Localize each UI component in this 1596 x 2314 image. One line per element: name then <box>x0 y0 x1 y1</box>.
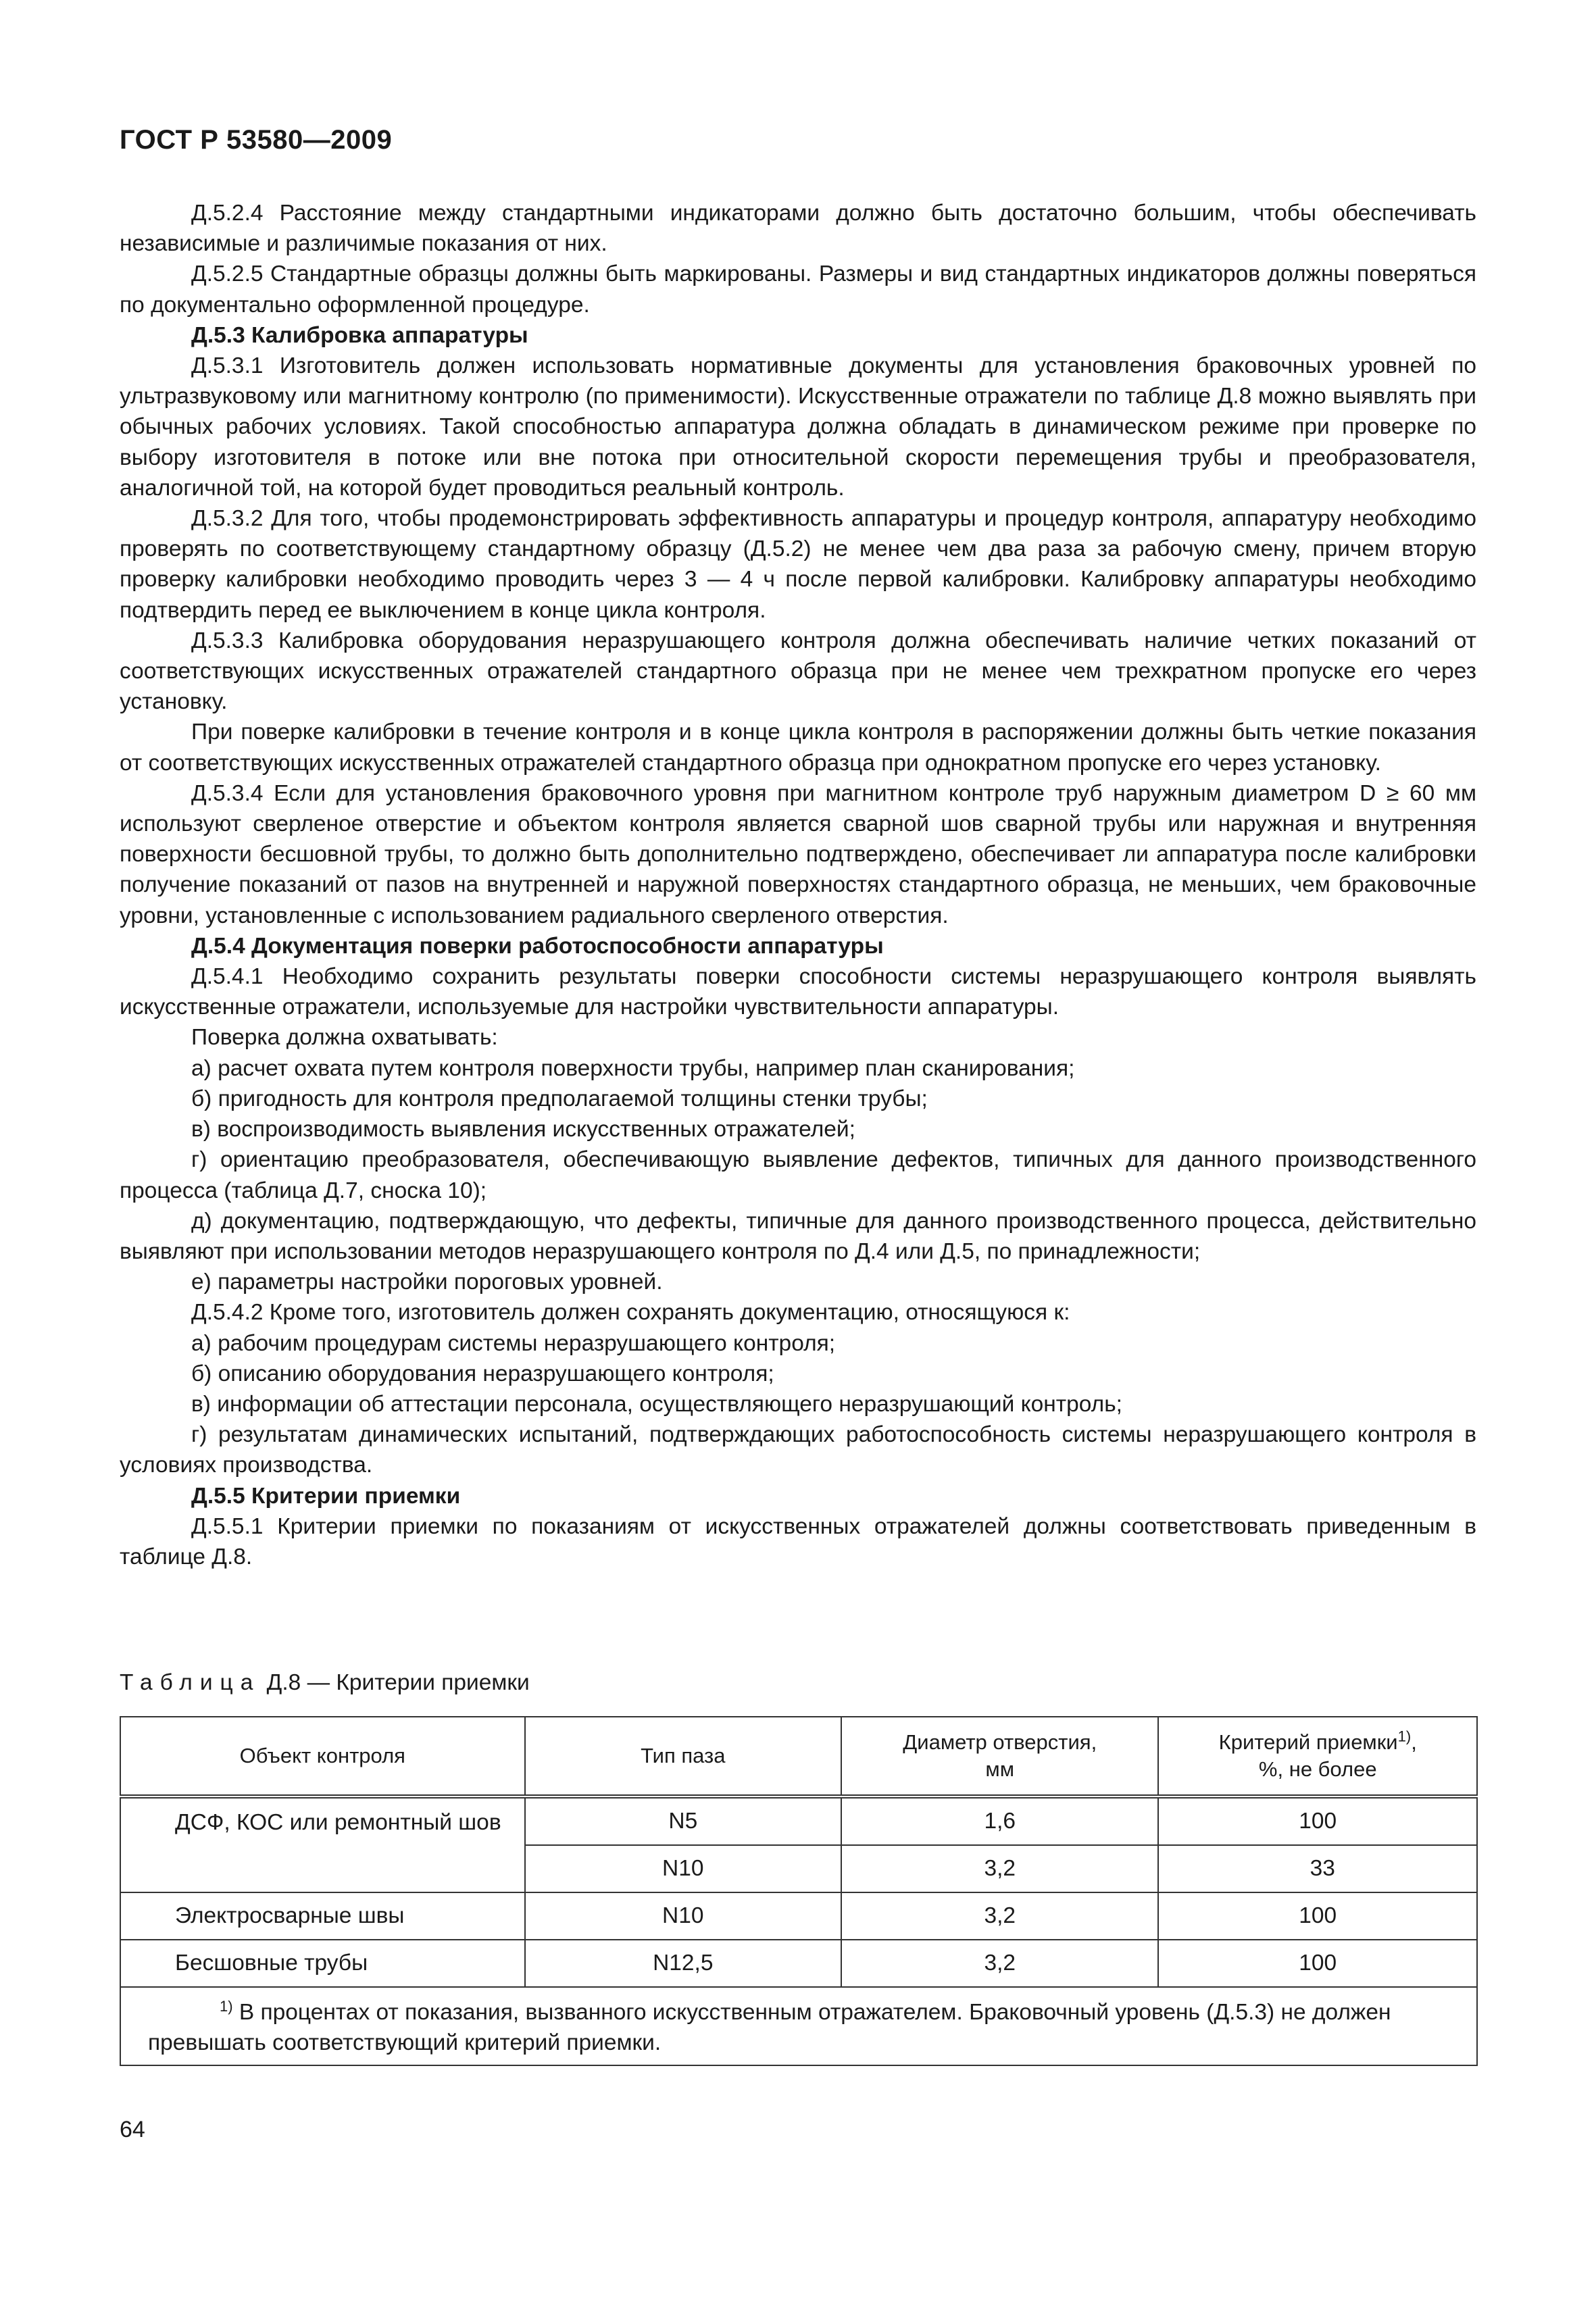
table-row <box>120 1940 1477 1987</box>
section-heading-d54: Д.5.4 Документация поверки работоспособности аппаратуры <box>191 933 884 959</box>
paragraph-d534: Д.5.3.4 Если для установления браковочного уровня при магнитном контроле труб наружным диаметром D ≥ 60 мм используют сверленое отверстие и объектом контроля является сварной шов сварной трубы или наружная и внутренняя поверхности бесшовной трубы, то должно быть дополнительно подтверждено, обеспечивает ли аппаратура после калибровки получение показаний от пазов на внутренней и наружной поверхностях стандартного образца, не меньших, чем браковочные уровни, установленные с использованием радиального сверленого отверстия. <box>120 780 1476 928</box>
table-row <box>120 1892 1477 1940</box>
paragraph-d541: Д.5.4.1 Необходимо сохранить результаты поверки способности системы неразрушающего контроля выявлять искусственные отражатели, используемые для настройки чувствительности аппаратуры. <box>120 964 1476 1020</box>
document-body <box>120 198 1476 1572</box>
footnote-text: В процентах от показания, вызванного искусственным отражателем. Браковочный уровень (Д.5.3) не должен превышать соответствующий критерий приемки. <box>148 2000 1391 2055</box>
cell-notch: N10 <box>525 1892 841 1940</box>
page-number: 64 <box>120 2117 145 2142</box>
table-caption-label: Таблица <box>120 1670 261 1695</box>
header-criterion-footnote-mark: 1) <box>1397 1728 1412 1745</box>
header-notch-type: Тип паза <box>525 1717 841 1796</box>
cell-diameter: 3,2 <box>841 1940 1159 1987</box>
cell-criterion: 33 <box>1158 1845 1477 1892</box>
cell-notch: N12,5 <box>525 1940 841 1987</box>
list-item: е) параметры настройки пороговых уровней. <box>191 1269 663 1295</box>
header-criterion-line2: %, не более <box>1258 1757 1377 1781</box>
paragraph-d542: Д.5.4.2 Кроме того, изготовитель должен сохранять документацию, относящуюся к: <box>191 1300 1070 1326</box>
header-criterion <box>1158 1717 1477 1796</box>
cell-criterion: 100 <box>1158 1940 1477 1987</box>
cell-diameter: 3,2 <box>841 1845 1159 1892</box>
list-item: б) описанию оборудования неразрушающего контроля; <box>191 1361 774 1386</box>
document-header: ГОСТ Р 53580—2009 <box>120 125 393 155</box>
cell-notch: N5 <box>525 1796 841 1845</box>
list-item: д) документацию, подтверждающую, что дефекты, типичные для данного производственного процесса, действительно выявляют при использовании методов неразрушающего контроля по Д.4 или Д.5, по принадлежности; <box>120 1208 1476 1264</box>
cell-notch: N10 <box>525 1845 841 1892</box>
paragraph-d532: Д.5.3.2 Для того, чтобы продемонстрировать эффективность аппаратуры и процедур контроля, аппаратуру необходимо проверять по соответствующему стандартному образцу (Д.5.2) не менее чем два раза за рабочую смену, причем вторую проверку калибровки необходимо проводить через 3 — 4 ч после первой калибровки. Калибровку аппаратуры необходимо подтвердить перед ее выключением в конце цикла контроля. <box>120 506 1476 623</box>
header-object: Объект контроля <box>120 1717 525 1796</box>
acceptance-criteria-table <box>120 1716 1478 2066</box>
table-footnote-row <box>120 1987 1477 2065</box>
header-criterion-comma: , <box>1411 1730 1417 1754</box>
cell-object: ДСФ, КОС или ремонтный шов <box>120 1796 525 1892</box>
table-caption <box>120 1667 530 1698</box>
header-diameter-line2: мм <box>985 1757 1015 1781</box>
table-footnote <box>120 1987 1477 2065</box>
table-caption-text: Д.8 — Критерии приемки <box>260 1670 530 1695</box>
list-item: а) расчет охвата путем контроля поверхности трубы, например план сканирования; <box>191 1055 1075 1081</box>
section-heading-d55: Д.5.5 Критерии приемки <box>191 1483 461 1509</box>
list-item: в) воспроизводимость выявления искусственных отражателей; <box>191 1117 855 1142</box>
header-diameter-line1: Диаметр отверстия, <box>903 1730 1097 1754</box>
table-header-row <box>120 1717 1477 1796</box>
cell-object: Электросварные швы <box>120 1892 525 1940</box>
header-criterion-line1: Критерий приемки <box>1218 1730 1398 1754</box>
paragraph-d551: Д.5.5.1 Критерии приемки по показаниям от искусственных отражателей должны соответствовать приведенным в таблице Д.8. <box>120 1513 1476 1569</box>
paragraph-d524: Д.5.2.4 Расстояние между стандартными индикаторами должно быть достаточно большим, чтобы обеспечивать независимые и различимые показания от них. <box>120 201 1476 257</box>
list-item: г) результатам динамических испытаний, подтверждающих работоспособность системы неразрушающего контроля в условиях производства. <box>120 1422 1476 1478</box>
list-item: в) информации об аттестации персонала, осуществляющего неразрушающий контроль; <box>191 1391 1122 1417</box>
header-diameter <box>841 1717 1159 1796</box>
paragraph-d525: Д.5.2.5 Стандартные образцы должны быть маркированы. Размеры и вид стандартных индикаторов должны поверяться по документально оформленной процедуре. <box>120 261 1476 318</box>
cell-criterion: 100 <box>1158 1892 1477 1940</box>
cell-diameter: 3,2 <box>841 1892 1159 1940</box>
paragraph-d531: Д.5.3.1 Изготовитель должен использовать нормативные документы для установления браковочных уровней по ультразвуковому или магнитному контролю (по применимости). Искусственные отражатели по таблице Д.8 можно выявлять при обычных рабочих условиях. Такой способностью аппаратура должна обладать в динамическом режиме при проверке по выбору изготовителя в потоке или вне потока при относительной скорости перемещения трубы и преобразователя, аналогичной той, на которой будет проводиться реальный контроль. <box>120 353 1476 501</box>
cell-diameter: 1,6 <box>841 1796 1159 1845</box>
cell-object: Бесшовные трубы <box>120 1940 525 1987</box>
paragraph-check-scope: Поверка должна охватывать: <box>191 1025 498 1051</box>
cell-criterion: 100 <box>1158 1796 1477 1845</box>
list-item: г) ориентацию преобразователя, обеспечивающую выявление дефектов, типичных для данного производственного процесса (таблица Д.7, сноска 10); <box>120 1147 1476 1203</box>
paragraph-calibration-check: При поверке калибровки в течение контроля и в конце цикла контроля в распоряжении должны быть четкие показания от соответствующих искусственных отражателей стандартного образца при однократном пропуске его через установку. <box>120 720 1476 776</box>
list-item: б) пригодность для контроля предполагаемой толщины стенки трубы; <box>191 1086 928 1111</box>
section-heading-d53: Д.5.3 Калибровка аппаратуры <box>191 322 528 348</box>
paragraph-d533: Д.5.3.3 Калибровка оборудования неразрушающего контроля должна обеспечивать наличие четких показаний от соответствующих искусственных отражателей стандартного образца при не менее чем трехкратном пропуске его через установку. <box>120 628 1476 715</box>
list-item: а) рабочим процедурам системы неразрушающего контроля; <box>191 1330 836 1356</box>
table-row <box>120 1796 1477 1845</box>
footnote-mark: 1) <box>220 1997 233 2015</box>
